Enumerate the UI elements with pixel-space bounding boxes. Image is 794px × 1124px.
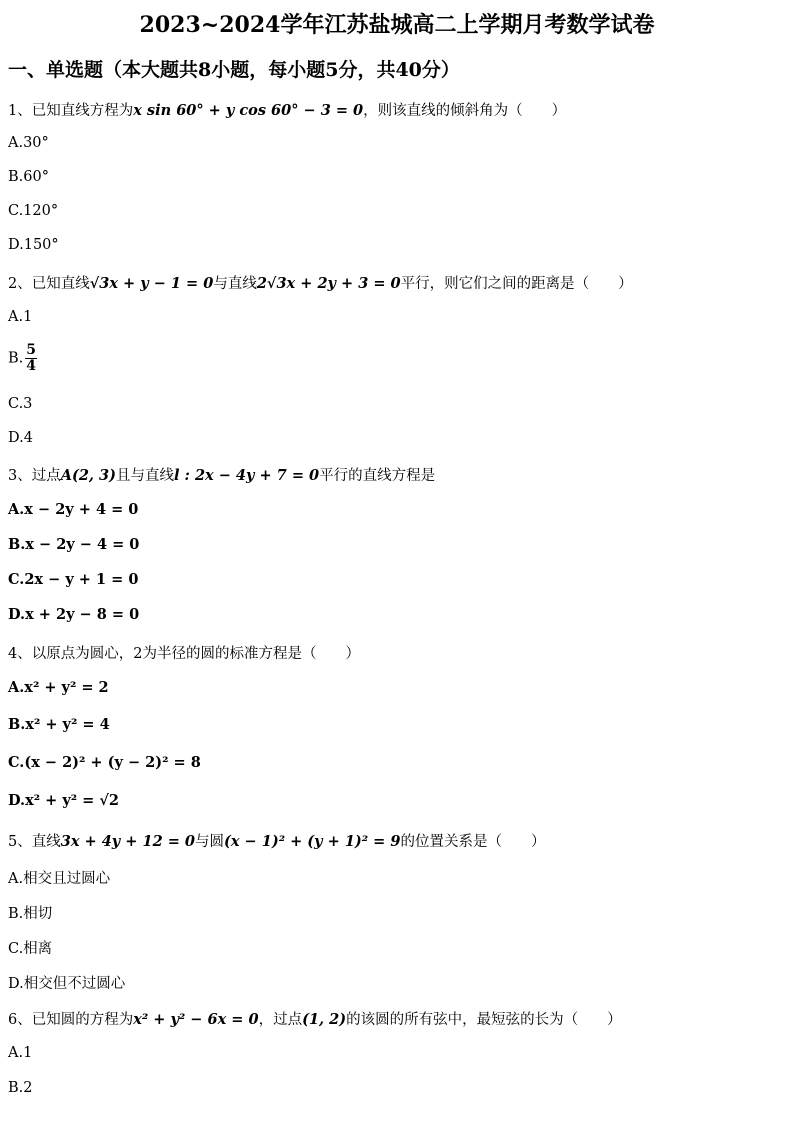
q6-post: 的该圆的所有弦中，最短弦的长为（ ）	[346, 1012, 622, 1028]
q3-option-c: C.2x − y + 1 = 0	[8, 571, 139, 588]
q2-option-d: D.4	[8, 430, 33, 446]
q1-pre: 1、已知直线方程为	[8, 103, 134, 119]
q2-equation-1: √3x + y − 1 = 0	[89, 275, 214, 292]
q6-option-b: B.2	[8, 1080, 33, 1096]
exam-title: 2023~2024学年江苏盐城高二上学期月考数学试卷	[139, 12, 655, 38]
q1-option-d: D.150°	[8, 237, 59, 253]
q5-option-c: C.相离	[8, 941, 53, 957]
q2-post: 平行，则它们之间的距离是（ ）	[400, 276, 633, 292]
q3-post: 平行的直线方程是	[319, 468, 436, 484]
question-1-stem	[8, 99, 566, 120]
question-5-stem	[8, 830, 545, 851]
q2-option-b-fraction	[25, 343, 37, 374]
q3-option-d: D.x + 2y − 8 = 0	[8, 606, 140, 623]
q4-option-d: D.x² + y² = √2	[8, 792, 119, 809]
q4-option-c: C.(x − 2)² + (y − 2)² = 8	[8, 754, 201, 771]
q5-post: 的位置关系是（ ）	[400, 834, 546, 850]
q4-option-b: B.x² + y² = 4	[8, 716, 110, 733]
q2-option-b-letter: B.	[8, 350, 24, 367]
q6-circle-equation: x² + y² − 6x = 0	[133, 1011, 259, 1028]
q1-option-a: A.30°	[8, 135, 49, 151]
q3-mid: 且与直线	[115, 468, 174, 484]
q5-circle-equation: (x − 1)² + (y + 1)² = 9	[224, 833, 401, 850]
q3-option-b: B.x − 2y − 4 = 0	[8, 536, 140, 553]
question-2-stem	[8, 272, 633, 293]
q3-line-equation: l : 2x − 4y + 7 = 0	[173, 467, 320, 484]
q2-option-a: A.1	[8, 309, 33, 325]
q2-equation-2: 2√3x + 2y + 3 = 0	[256, 275, 401, 292]
question-3-stem	[8, 464, 435, 485]
fraction-numerator: 5	[26, 342, 37, 358]
q3-pre: 3、过点	[8, 468, 61, 484]
q1-option-b: B.60°	[8, 169, 49, 185]
q5-pre: 5、直线	[8, 834, 61, 850]
q6-point: (1, 2)	[302, 1011, 347, 1028]
q2-mid: 与直线	[213, 276, 257, 292]
q4-option-a: A.x² + y² = 2	[8, 679, 109, 696]
q3-option-a: A.x − 2y + 4 = 0	[8, 501, 139, 518]
q1-equation: x sin 60° + y cos 60° − 3 = 0	[133, 102, 364, 119]
q1-option-c: C.120°	[8, 203, 59, 219]
q2-option-c: C.3	[8, 396, 33, 412]
q6-mid: ，过点	[258, 1012, 303, 1028]
q2-pre: 2、已知直线	[8, 276, 90, 292]
q5-option-b: B.相切	[8, 906, 53, 922]
section-heading: 一、单选题（本大题共8小题，每小题5分，共40分）	[8, 59, 460, 81]
fraction-denominator: 4	[26, 358, 37, 374]
question-4-stem: 4、以原点为圆心，2为半径的圆的标准方程是（ ）	[8, 646, 360, 662]
q5-option-a: A.相交且过圆心	[8, 871, 111, 887]
question-6-stem	[8, 1008, 622, 1029]
q2-option-b	[8, 343, 37, 374]
q6-option-a: A.1	[8, 1045, 33, 1061]
q6-pre: 6、已知圆的方程为	[8, 1012, 134, 1028]
q5-mid: 与圆	[195, 834, 224, 850]
q1-post: ，则该直线的倾斜角为（ ）	[363, 103, 567, 119]
q3-point: A(2, 3)	[60, 467, 116, 484]
q5-line-equation: 3x + 4y + 12 = 0	[60, 833, 195, 850]
q5-option-d: D.相交但不过圆心	[8, 976, 126, 992]
